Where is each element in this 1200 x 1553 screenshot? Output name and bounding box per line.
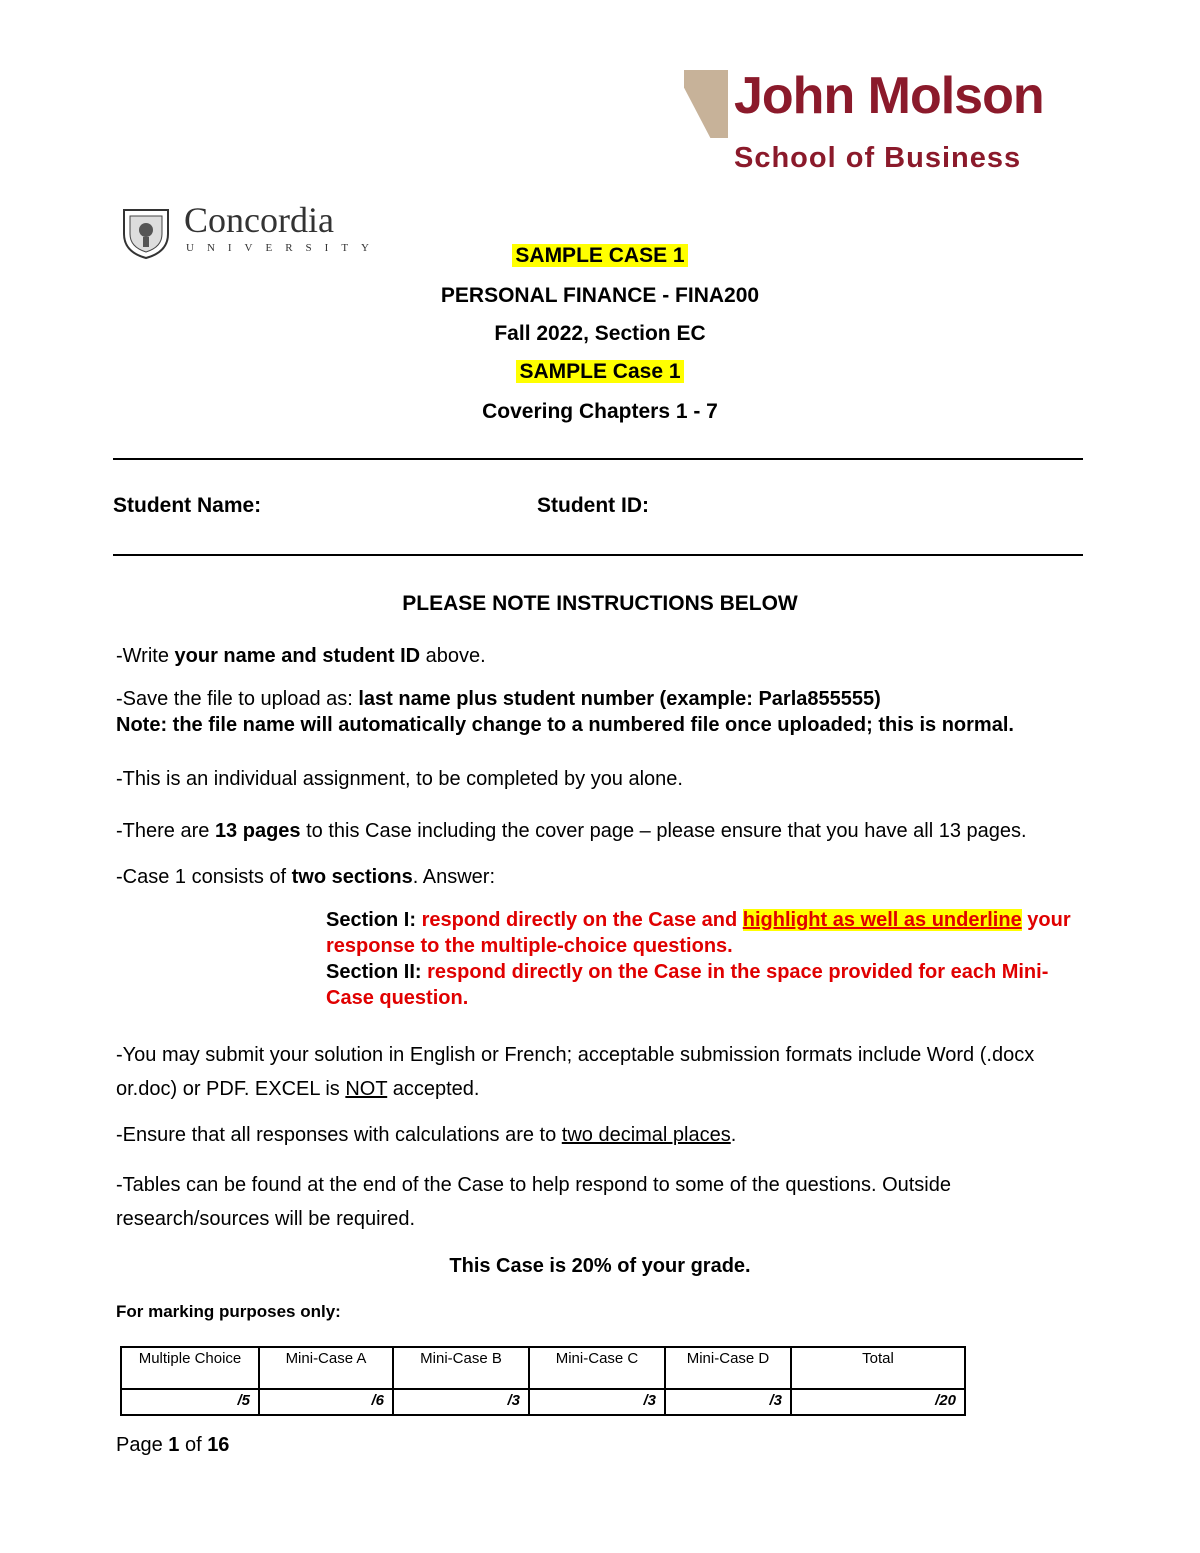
instruction-decimal-places: -Ensure that all responses with calculations are to two decimal places. — [116, 1124, 737, 1146]
section-instructions — [326, 907, 1086, 1011]
divider-bottom — [113, 554, 1083, 556]
student-id-label: Student ID: — [537, 494, 649, 517]
grade-weight: This Case is 20% of your grade. — [449, 1255, 751, 1277]
jmsb-logo-line1: John Molson — [734, 67, 1044, 125]
instruction-individual: -This is an individual assignment, to be completed by you alone. — [116, 768, 683, 790]
header-cell-mini-case-d: Mini-Case D — [665, 1347, 791, 1389]
score-cell-mini-case-c: /3 — [529, 1389, 665, 1415]
header-cell-mini-case-a: Mini-Case A — [259, 1347, 393, 1389]
sample-case-title: SAMPLE CASE 1 — [512, 244, 687, 267]
title-line-1 — [0, 242, 1200, 270]
instruction-save-file: -Save the file to upload as: last name plus student number (example: Parla855555) Note: the file name will automatically change to a numbered file once uploaded; this is normal. — [116, 688, 1014, 736]
marks-table — [120, 1346, 966, 1416]
course-title: PERSONAL FINANCE - FINA200 — [440, 284, 760, 307]
concordia-logo-subtitle: UNIVERSITY — [186, 242, 382, 254]
jmsb-logo-mark — [684, 70, 728, 138]
score-cell-mini-case-a: /6 — [259, 1389, 393, 1415]
header-cell-multiple-choice: Multiple Choice — [121, 1347, 259, 1389]
section-2-instruction: Section II: respond directly on the Case in the space provided for each Mini-Case question. — [326, 961, 1049, 1009]
file-name-note: Note: the file name will automatically change to a numbered file once uploaded; this is normal. — [116, 714, 1014, 736]
divider-top — [113, 458, 1083, 460]
score-cell-multiple-choice: /5 — [121, 1389, 259, 1415]
header-cell-mini-case-b: Mini-Case B — [393, 1347, 529, 1389]
section-1-instruction: Section I: respond directly on the Case and highlight as well as underline your response to the multiple-choice questions. — [326, 909, 1071, 957]
marking-label: For marking purposes only: — [116, 1302, 341, 1321]
instructions-heading: PLEASE NOTE INSTRUCTIONS BELOW — [402, 592, 798, 615]
page-number: Page 1 of 16 — [116, 1434, 230, 1456]
score-cell-mini-case-b: /3 — [393, 1389, 529, 1415]
header-cell-mini-case-c: Mini-Case C — [529, 1347, 665, 1389]
chapters-coverage: Covering Chapters 1 - 7 — [482, 400, 718, 423]
instruction-page-count: -There are 13 pages to this Case including the cover page – please ensure that you have all 13 pages. — [116, 820, 1027, 842]
instruction-write-name: -Write your name and student ID above. — [116, 645, 486, 667]
instruction-submission-formats: -You may submit your solution in English or French; acceptable submission formats include Word (.docx or.doc) or PDF. EXCEL is NOT accepted. — [116, 1044, 1035, 1100]
marks-table-score-row — [121, 1389, 965, 1415]
header-cell-total: Total — [791, 1347, 965, 1389]
sample-case-subtitle: SAMPLE Case 1 — [516, 360, 683, 383]
highlight-underline-text: highlight as well as underline — [742, 909, 1022, 931]
concordia-logo-name: Concordia — [184, 200, 334, 240]
marks-table-header-row — [121, 1347, 965, 1389]
student-name-label: Student Name: — [113, 494, 262, 517]
term-section: Fall 2022, Section EC — [494, 322, 706, 345]
jmsb-logo-line2: School of Business — [734, 142, 1022, 174]
instruction-tables: -Tables can be found at the end of the Case to help respond to some of the questions. Outside research/sources will be required. — [116, 1174, 951, 1230]
instruction-sections: -Case 1 consists of two sections. Answer: — [116, 866, 496, 888]
score-cell-total: /20 — [791, 1389, 965, 1415]
title-line-2 — [0, 358, 1200, 386]
score-cell-mini-case-d: /3 — [665, 1389, 791, 1415]
